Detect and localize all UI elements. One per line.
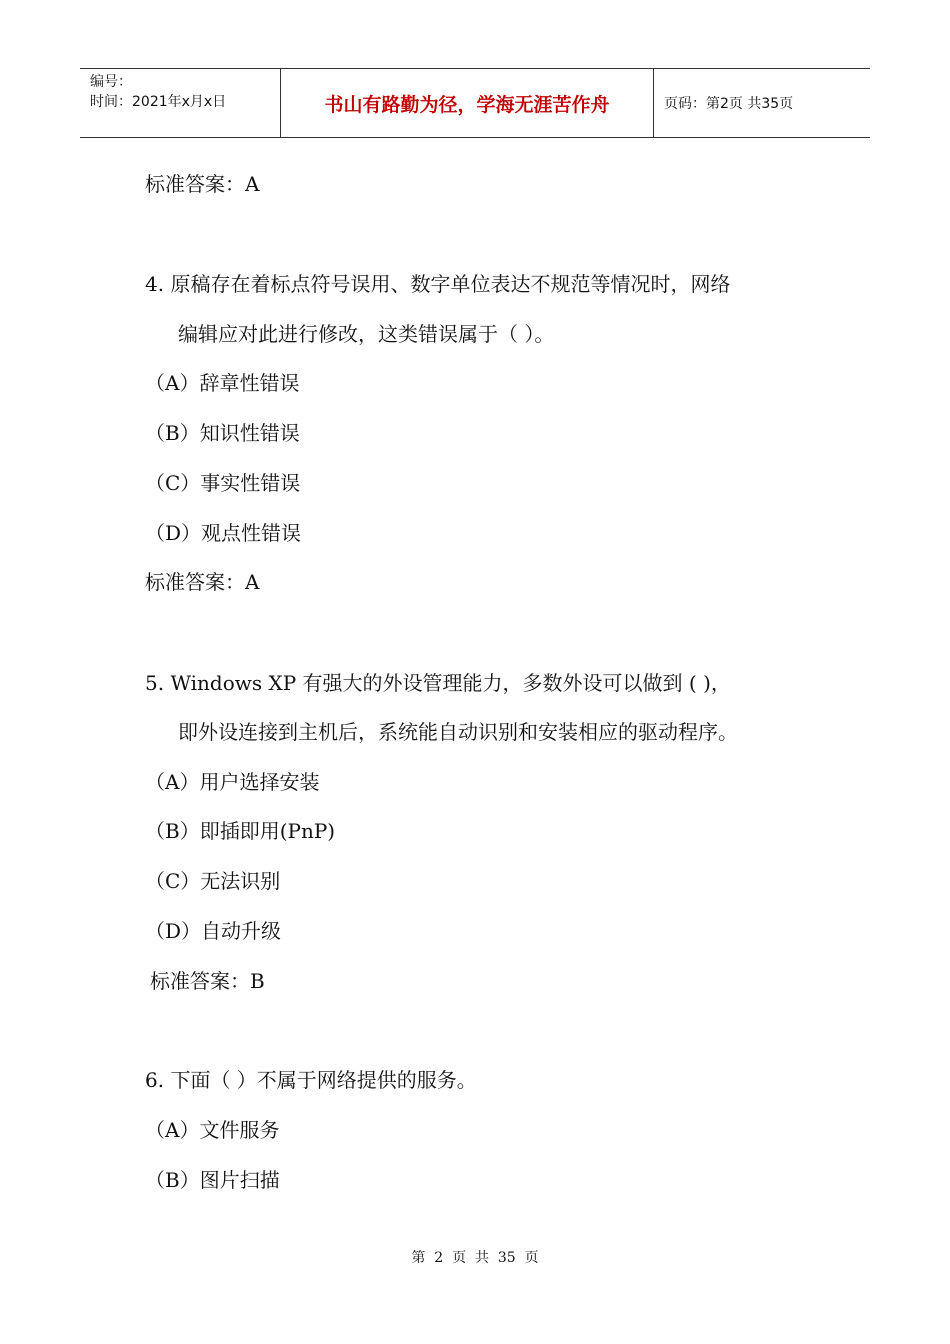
header-motto-cell: [281, 69, 654, 137]
question-6-text: 6. 下面（ ）不属于网络提供的服务。: [145, 1068, 477, 1092]
option-b: （B）即插即用(PnP): [145, 819, 336, 843]
option-b: （B）知识性错误: [145, 421, 300, 445]
question-4-text-cont: 编辑应对此进行修改，这类错误属于（ ）。: [178, 322, 555, 346]
option-a: （A）用户选择安装: [145, 770, 320, 794]
header-info-cell: [80, 69, 281, 137]
option-c: （C）无法识别: [145, 869, 281, 893]
header-page-info: 页码：第2页 共35页: [664, 96, 794, 112]
answer-line: 标准答案：A: [145, 570, 260, 594]
header-page-cell: [654, 69, 870, 137]
header-motto: 书山有路勤为径，学海无涯苦作舟: [324, 93, 610, 116]
answer-line: 标准答案：B: [150, 969, 265, 993]
page-header: [80, 68, 870, 138]
document-number: 编号：: [90, 74, 132, 90]
option-a: （A）辞章性错误: [145, 371, 300, 395]
option-b: （B）图片扫描: [145, 1168, 280, 1192]
document-date: 时间：2021年x月x日: [90, 94, 227, 110]
answer-line: 标准答案：A: [145, 172, 260, 196]
page-footer: 第 2 页 共 35 页: [411, 1250, 539, 1266]
question-5-text-cont: 即外设连接到主机后，系统能自动识别和安装相应的驱动程序。: [178, 720, 738, 744]
option-d: （D）观点性错误: [145, 521, 302, 545]
option-d: （D）自动升级: [145, 919, 282, 943]
option-a: （A）文件服务: [145, 1118, 280, 1142]
option-c: （C）事实性错误: [145, 471, 301, 495]
question-4-text: 4. 原稿存在着标点符号误用、数字单位表达不规范等情况时，网络: [145, 272, 731, 296]
question-5-text: 5. Windows XP 有强大的外设管理能力，多数外设可以做到 ( )，: [145, 671, 731, 695]
